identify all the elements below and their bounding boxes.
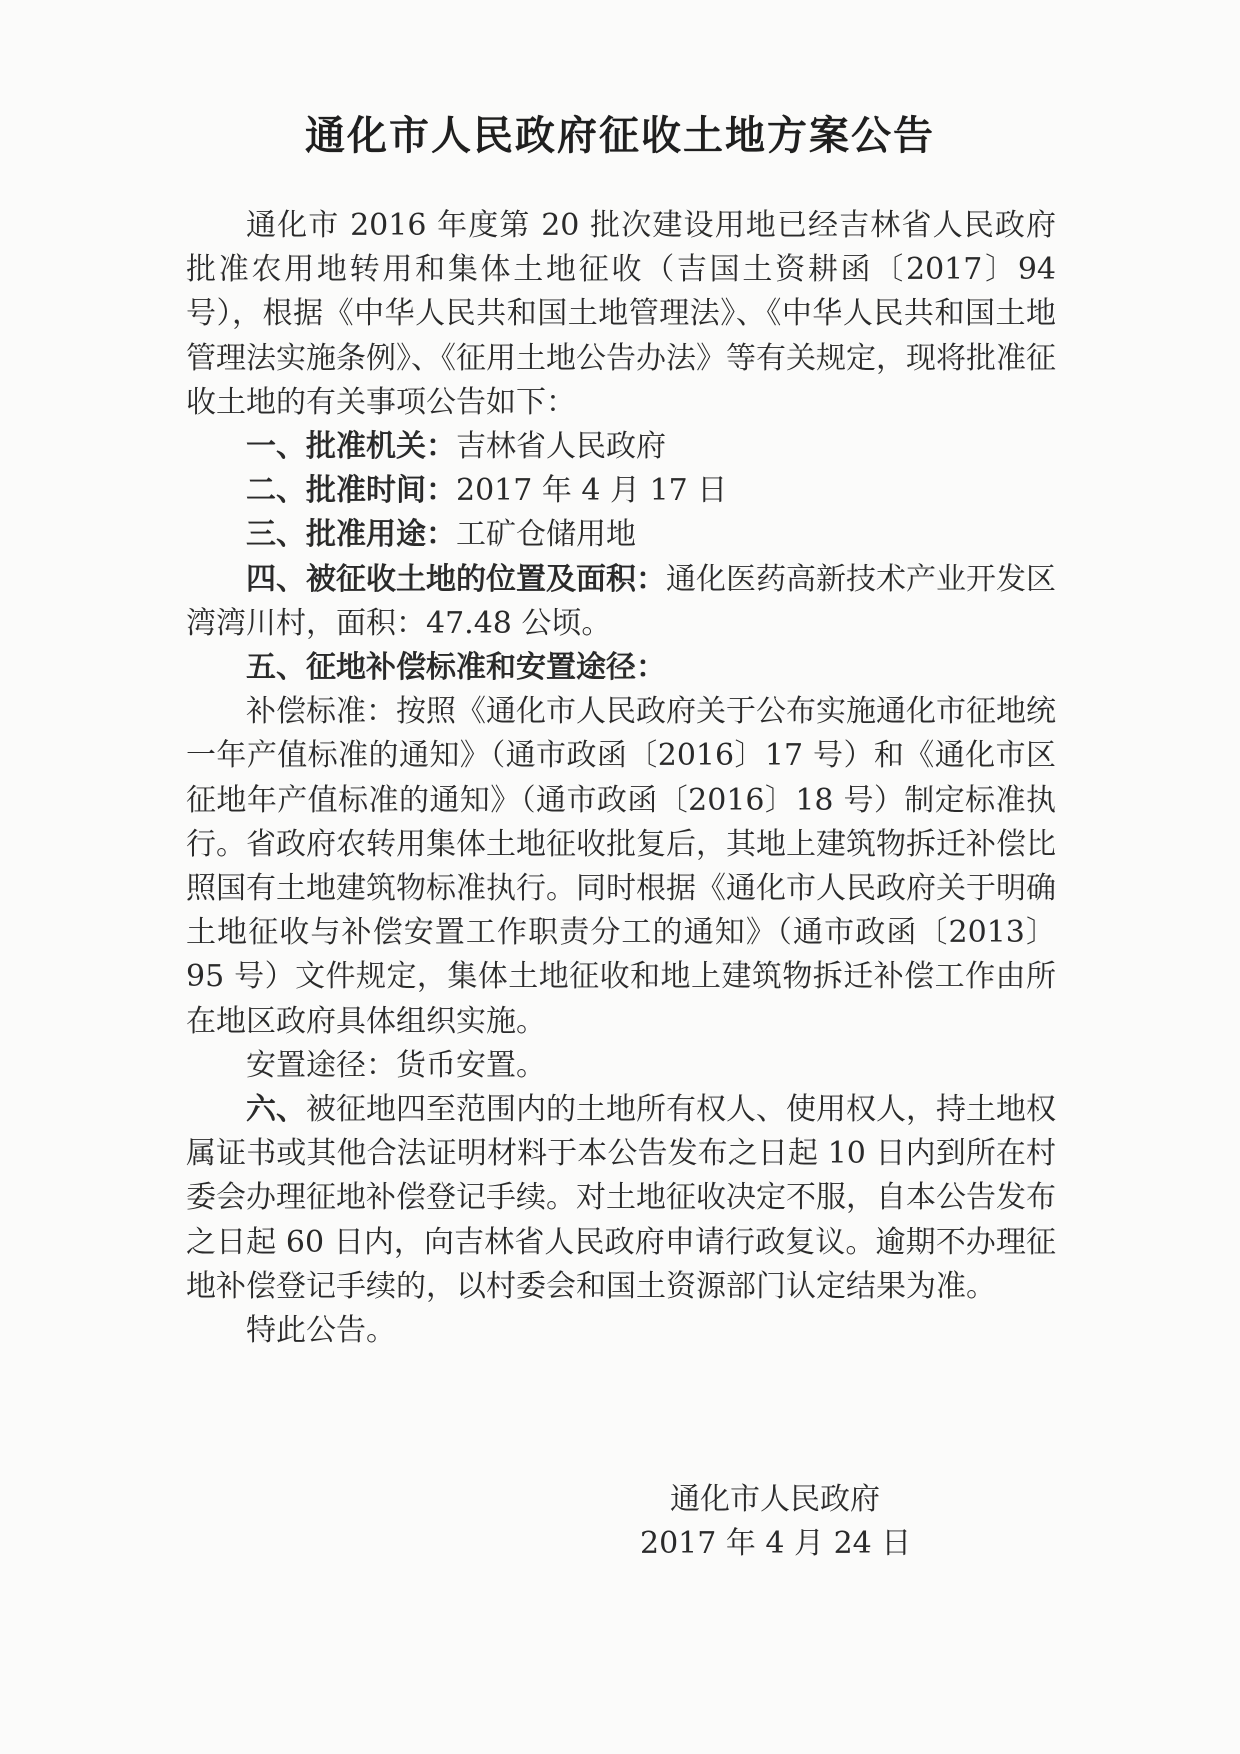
intro-paragraph: 通化市 2016 年度第 20 批次建设用地已经吉林省人民政府批准农用地转用和集体土地征收（吉国土资耕函〔2017〕94 号），根据《中华人民共和国土地管理法》、《中华人民共和国土地管理法实施条例》、《征用土地公告办法》等有关规定，现将批准征收土地的有关事项公告如下： <box>186 208 1056 420</box>
item-value: 工矿仓储用地 <box>456 517 636 553</box>
item-compensation-heading <box>186 646 1056 690</box>
item-label: 四、被征收土地的位置及面积： <box>246 561 666 597</box>
item-approval-authority <box>186 425 1056 469</box>
issue-date: 2017 年 4 月 24 日 <box>640 1526 912 1561</box>
item-registration <box>186 1088 1056 1309</box>
compensation-standard-paragraph: 补偿标准：按照《通化市人民政府关于公布实施通化市征地统一年产值标准的通知》（通市政函〔2016〕17 号）和《通化市区征地年产值标准的通知》（通市政函〔2016〕18 号）制定标准执行。省政府农转用集体土地征收批复后，其地上建筑物拆迁补偿比照国有土地建筑物标准执行。同时根据《通化市人民政府关于明确土地征收与补偿安置工作职责分工的通知》（通市政函〔2013〕95 号）文件规定，集体土地征收和地上建筑物拆迁补偿工作由所在地区政府具体组织实施。 <box>186 694 1056 1039</box>
item-value: 被征地四至范围内的土地所有权人、使用权人，持土地权属证书或其他合法证明材料于本公告发布之日起 10 日内到所在村委会办理征地补偿登记手续。对土地征收决定不服，自本公告发布之日起 60 日内，向吉林省人民政府申请行政复议。逾期不办理征地补偿登记手续的，以村委会和国土资源部门认定结果为准。 <box>186 1092 1056 1304</box>
document-title: 通化市人民政府征收土地方案公告 <box>305 113 935 159</box>
issuing-organization: 通化市人民政府 <box>670 1482 880 1517</box>
item-location-area <box>186 558 1056 646</box>
item-value: 通化医药高新技术产业开发区湾湾川村，面积：47.48 公顷。 <box>186 561 1056 641</box>
item-approved-use <box>186 513 1056 557</box>
signature-block <box>640 1478 940 1566</box>
item-value: 吉林省人民政府 <box>456 429 666 465</box>
closing-line: 特此公告。 <box>246 1313 396 1349</box>
item-label: 五、征地补偿标准和安置途径： <box>246 650 666 686</box>
item-approval-date <box>186 469 1056 513</box>
document-body <box>186 204 1056 1353</box>
item-value: 2017 年 4 月 17 日 <box>456 473 728 509</box>
item-label: 二、批准时间： <box>246 473 456 509</box>
item-label: 三、批准用途： <box>246 517 456 553</box>
item-label: 一、批准机关： <box>246 429 456 465</box>
resettlement-paragraph: 安置途径：货币安置。 <box>246 1047 546 1083</box>
item-label: 六、 <box>246 1092 306 1128</box>
